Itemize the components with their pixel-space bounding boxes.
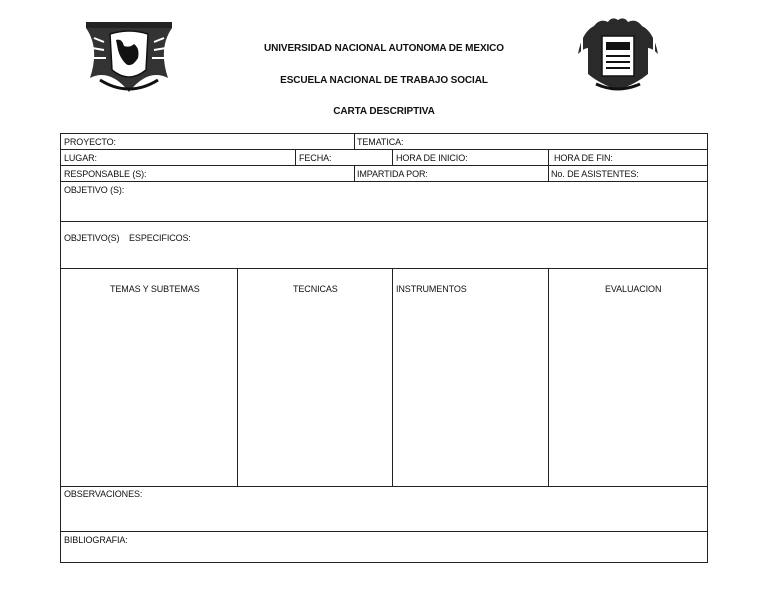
field-responsable: RESPONSABLE (S): [64,169,147,179]
field-objetivos-especificos: OBJETIVO(S) ESPECIFICOS: [64,233,191,243]
document-title: CARTA DESCRIPTIVA [333,106,435,117]
column-evaluacion: EVALUACION [605,284,662,294]
field-impartida: IMPARTIDA POR: [357,169,428,179]
field-fecha: FECHA: [299,153,332,163]
university-title: UNIVERSIDAD NACIONAL AUTONOMA DE MEXICO [263,43,504,54]
field-bibliografia: BIBLIOGRAFIA: [64,535,128,545]
column-instrumentos: INSTRUMENTOS [396,284,467,294]
field-objetivo: OBJETIVO (S): [64,185,125,195]
field-hora-inicio: HORA DE INICIO: [396,153,468,163]
field-observaciones: OBSERVACIONES: [64,489,143,499]
field-proyecto: PROYECTO: [64,137,116,147]
field-hora-fin: HORA DE FIN: [554,153,613,163]
field-asistentes: No. DE ASISTENTES: [551,169,639,179]
column-temas-subtemas: TEMAS Y SUBTEMAS [110,284,200,294]
field-lugar: LUGAR: [64,153,97,163]
school-title: ESCUELA NACIONAL DE TRABAJO SOCIAL [280,75,488,86]
field-tematica: TEMATICA: [357,137,404,147]
column-tecnicas: TECNICAS [293,284,338,294]
